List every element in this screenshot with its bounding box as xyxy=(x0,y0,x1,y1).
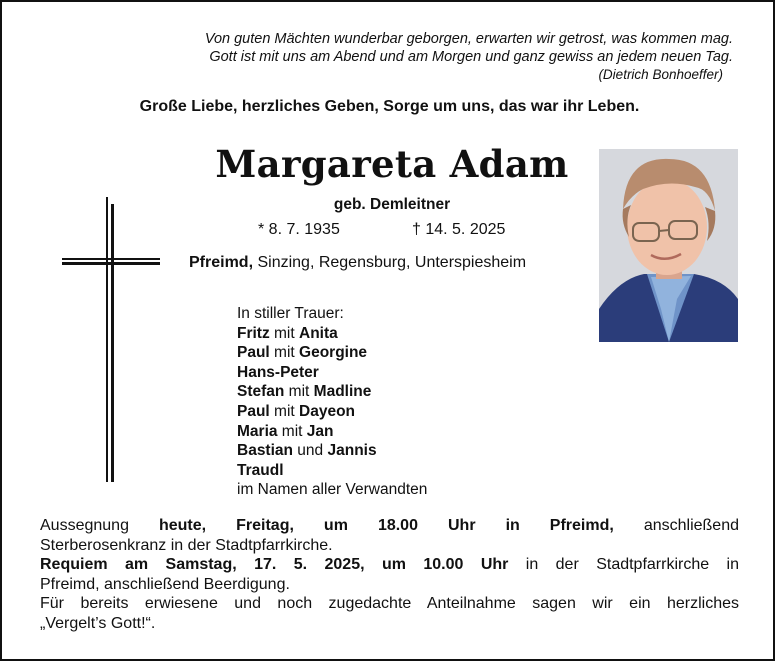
note-bold: Requiem am Samstag, 17. 5. 2025, um 10.00 Uhr xyxy=(40,556,509,574)
list-item xyxy=(237,461,427,481)
mourner-name: Maria xyxy=(237,422,278,440)
thanks-closing: „Vergelt’s Gott!“. xyxy=(40,614,156,632)
blessing-line xyxy=(40,516,739,536)
maiden-name: geb. Demleitner xyxy=(333,196,451,213)
mourner-name: Traudl xyxy=(237,461,284,479)
note-text: Aussegnung xyxy=(40,517,159,534)
birth-date: * 8. 7. 1935 xyxy=(258,221,340,238)
mourner-joiner: mit xyxy=(269,324,299,342)
mourner-name: Paul xyxy=(237,344,270,362)
mourner-partner: Jan xyxy=(306,422,334,440)
requiem-line xyxy=(40,555,739,575)
mourner-partner: Anita xyxy=(299,324,338,342)
bonhoeffer-quote xyxy=(93,30,733,84)
places-rest: Sinzing, Regensburg, Unterspiesheim xyxy=(253,254,527,271)
note-text: in der Stadtpfarrkirche in xyxy=(508,556,739,574)
quote-author: (Dietrich Bonhoeffer) xyxy=(598,67,723,82)
mourners-closing: im Namen aller Verwandten xyxy=(237,481,428,499)
cross-icon-shadow xyxy=(111,204,114,482)
thanks-line: Für bereits erwiesene und noch zugedachte Anteilnahme sagen wir ein herzliches xyxy=(40,595,739,613)
mourner-joiner: mit xyxy=(269,402,300,420)
cross-beam xyxy=(62,258,160,260)
list-item xyxy=(237,382,427,402)
deceased-name: Margareta Adam xyxy=(215,142,569,186)
mourner-partner: Georgine xyxy=(299,344,368,362)
mourner-joiner: mit xyxy=(277,422,307,440)
tagline: Große Liebe, herzliches Geben, Sorge um uns, das war ihr Leben. xyxy=(139,98,640,115)
note-bold: heute, Freitag, um 18.00 Uhr in Pfreimd, xyxy=(158,517,614,534)
mourner-joiner: mit xyxy=(284,383,314,401)
list-item xyxy=(237,402,427,422)
burial-line: Pfreimd, anschließend Beerdigung. xyxy=(40,575,290,593)
mourner-partner: Madline xyxy=(313,383,372,401)
mourner-partner: Jannis xyxy=(327,442,377,460)
mourners-intro: In stiller Trauer: xyxy=(237,305,344,322)
list-item xyxy=(237,343,427,363)
cross-icon xyxy=(106,197,108,482)
mourner-partner: Dayeon xyxy=(299,402,356,420)
mourner-joiner: mit xyxy=(269,344,300,362)
portrait-photo xyxy=(599,149,738,342)
note-text: anschließend xyxy=(613,517,739,534)
mourner-name: Hans-Peter xyxy=(237,363,319,381)
mourner-name: Paul xyxy=(237,402,270,420)
mourners-list xyxy=(237,304,427,500)
rosary-line: Sterberosenkranz in der Stadtpfarrkirche. xyxy=(40,536,333,554)
mourner-name: Stefan xyxy=(237,383,285,401)
list-item xyxy=(237,441,427,461)
mourner-name: Fritz xyxy=(237,324,270,342)
mourner-joiner: und xyxy=(293,442,328,460)
list-item xyxy=(237,363,427,383)
quote-line-2: Gott ist mit uns am Abend und am Morgen und ganz gewiss an jedem neuen Tag. xyxy=(209,49,733,65)
list-item xyxy=(237,324,427,344)
death-date: † 14. 5. 2025 xyxy=(412,221,506,238)
cross-beam-shadow xyxy=(62,262,160,265)
place-main: Pfreimd, xyxy=(189,254,254,271)
places xyxy=(189,254,526,272)
mourner-name: Bastian xyxy=(237,442,293,460)
service-notes xyxy=(40,516,739,634)
quote-line-1: Von guten Mächten wunderbar geborgen, erwarten wir getrost, was kommen mag. xyxy=(204,31,733,47)
list-item xyxy=(237,422,427,442)
